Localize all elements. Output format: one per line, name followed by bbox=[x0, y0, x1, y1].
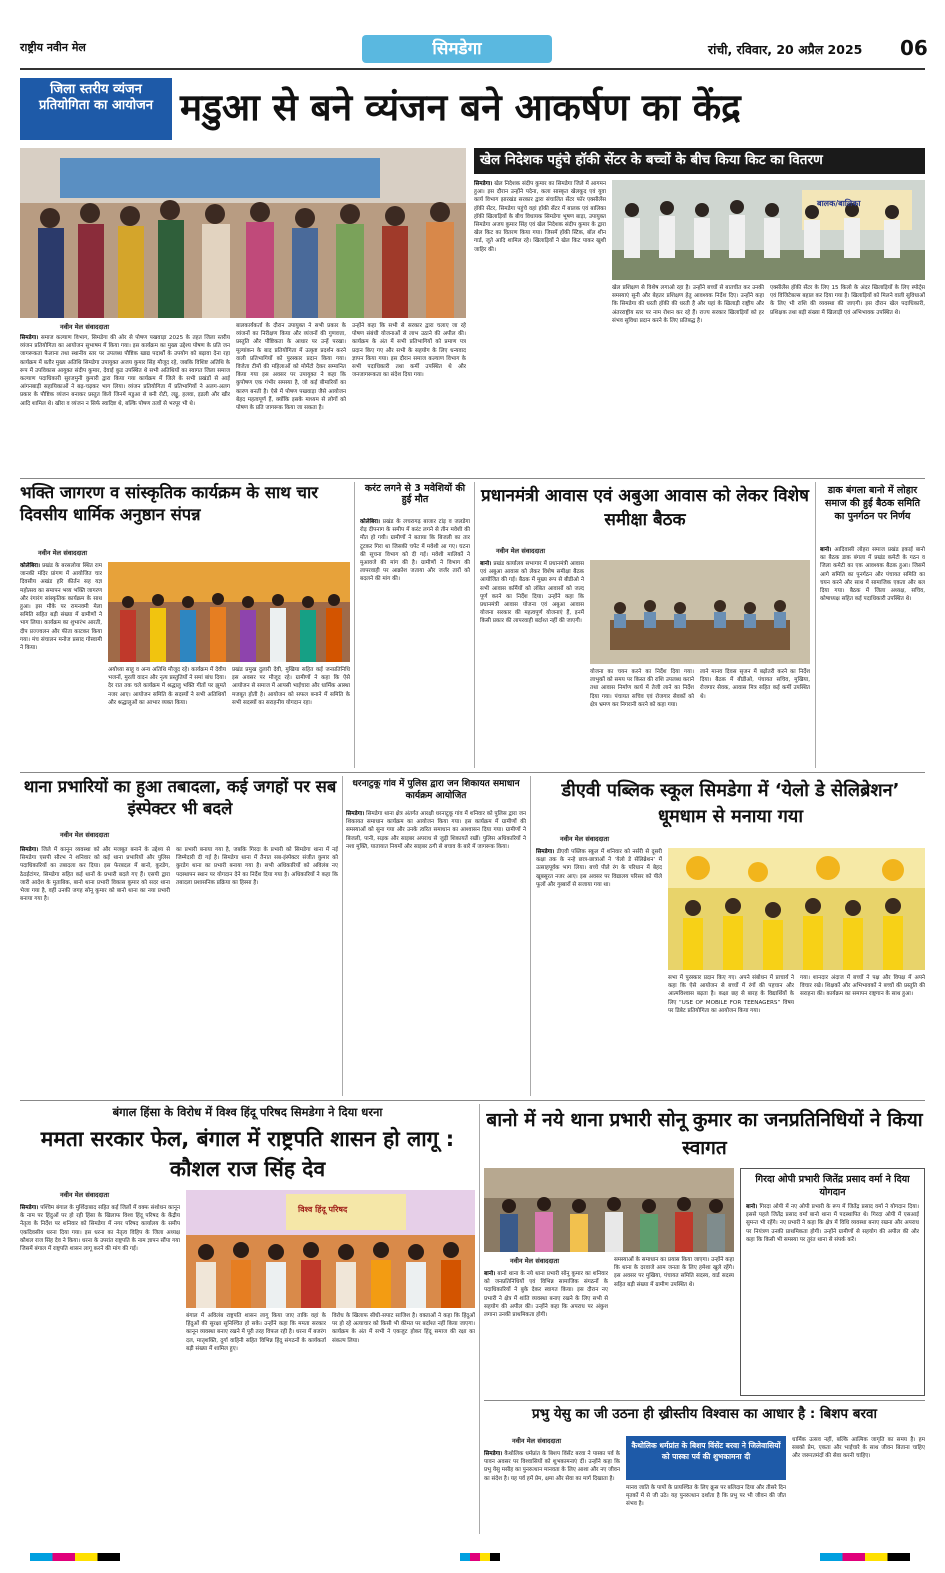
dav-body2-text: सभा में पुरस्कार प्रदान किए गए। अपने संबोधन में प्राचार्य ने कहा कि ऐसे आयोजन से बच्चों में रंगों की पहचान और आत्मविश्वास बढ़ता है। कक्षा छह से बारह के विद्यार्थियों के लिए “USE OF MOBILE FOR TEENAGERS” विषय पर डिबेट प्रतियोगिता का आयोजन किया गया। bbox=[668, 975, 794, 1014]
girdaa-box bbox=[740, 1168, 925, 1396]
hockey-photo bbox=[612, 180, 925, 280]
bano-body-2 bbox=[614, 1256, 734, 1396]
awas-headline: प्रधानमंत्री आवास एवं अबुआ आवास को लेकर विशेष समीक्षा बैठक bbox=[481, 486, 809, 530]
bishop-body2-text: मानव जाति के पापों के प्रायश्चित के लिए क्रूस पर बलिदान दिया और तीसरे दिन मृतकों में से जी उठे। यह पुनरुत्थान दर्शाता है कि प्रभु पर भी जीवन की जीत संभव है। bbox=[626, 1485, 786, 1508]
girdaa-headline: गिरदा ओपी प्रभारी जितेंद्र प्रसाद वर्मा ने दिया योगदान bbox=[755, 1174, 910, 1198]
awas-photo-image bbox=[590, 560, 810, 664]
bhakti-photo bbox=[108, 562, 350, 662]
hockey-body2-text: खेल प्रशिक्षण से विशेष लगाओ रहा है। उन्होंने बच्चों से बातचीत कर उनकी समस्याएं सुनी और बेहतर प्रशिक्षण हेतु आवश्यक निर्देश दिए। उन्होंने कहा कि सिमडेगा की धरती हॉकी की धरती है और यहां के खिलाड़ी राष्ट्रीय और अंतरराष्ट्रीय स्तर पर नाम रोशन कर रहे हैं। राज्य सरकार खिलाड़ियों को हर संभव सुविधा प्रदान करने के लिए प्रतिबद्ध है। bbox=[612, 285, 764, 324]
awas-body3-text: लाने मानव दिवस सृजन में बढ़ोतरी करने का निर्देश दिया। बैठक में बीडीओ, पंचायत सचिव, मुखिया, रोजगार सेवक, आवास मित्र सहित कई कर्मी उपस्थित थे। bbox=[700, 669, 810, 700]
hockey-body-1 bbox=[474, 180, 606, 474]
awas-body-3 bbox=[700, 668, 810, 768]
top-byline: नवीन मेल संवाददाता bbox=[60, 323, 109, 331]
hockey-body-3 bbox=[770, 284, 925, 474]
bano-body-1 bbox=[484, 1270, 608, 1396]
bano-body-text: बानो थाना के नये थाना प्रभारी सोनू कुमार का शनिवार को जनप्रतिनिधियों एवं विभिन्न सामाजिक संगठनों के पदाधिकारियों ने बुके देकर स्वागत किया। इस दौरान नए प्रभारी ने क्षेत्र में शांति व्यवस्था बनाए रखने के लिए सभी से सहयोग की अपील की। उन्होंने कहा कि अपराध पर अंकुश लगाना उनकी प्राथमिकता होगी। bbox=[484, 1271, 608, 1319]
bishop-byline: नवीन मेल संवाददाता bbox=[512, 1437, 561, 1445]
divider-3 bbox=[20, 1100, 925, 1101]
thana-body-text: जिले में कानून व्यवस्था को और मजबूत बनाने के उद्देश्य से सिमडेगा एसपी सौरभ ने शनिवार को कई थाना प्रभारियों और पुलिस पदाधिकारियों का तबादला कर दिया। इस फेरबदल में बानो, कुरडेग, ठेठईटांगर, सिमडेगा सहित कई थानों के प्रभारी बदले गए हैं। एसपी द्वारा जारी आदेश के मुताबिक, बानो थाना प्रभारी विकास कुमार को सदर थाना भेजा गया है, वहीं उनकी जगह सोनू कुमार को बानो थाना का नया प्रभारी बनाया गया है। bbox=[20, 847, 170, 903]
bano-body2-text: समस्याओं के समाधान का प्रयास किया जाएगा। उन्होंने कहा कि थाना के दरवाजे आम जनता के लिए हमेशा खुले रहेंगे। इस अवसर पर मुखिया, पंचायत समिति सदस्य, वार्ड सदस्य सहित बड़ी संख्या में ग्रामीण उपस्थित थे। bbox=[614, 1257, 734, 1288]
dav-photo bbox=[668, 848, 925, 970]
bishop-body3-text: धार्मिक उत्सव नहीं, बल्कि आत्मिक जागृति का समय है। हम सबको प्रेम, एकता और भाईचारे के साथ जीवन बिताना चाहिए और जरूरतमंदों की सेवा करनी चाहिए। bbox=[792, 1437, 925, 1460]
divider-1 bbox=[20, 478, 925, 479]
section-name: सिमडेगा bbox=[432, 39, 482, 59]
hockey-body-text: खेल निदेशक संदीप कुमार का सिमडेगा जिले में आगमन हुआ। इस दौरान उन्होंने पदेना, कला सास्कृत खेलकूद एवं युवा कार्य विभाग झारखंड सरकार द्वारा संचालित सेंटर फॉर एक्सीलेंस हॉकी सेंटर, सिमडेगा पहुंचे वहां हॉकी सेंटर में बालक एवं बालिका हॉकी खिलाड़ियों के बीच विधायक सिमडेगा भूषण बाड़ा, उपायुक्त सिमडेगा अजय कुमार सिंह एवं खेल निदेशक संदीप कुमार के द्वारा खेल किट का वितरण किया गया। जिसमें हॉकी स्टिक, बॉल शीन गार्ड, जूते आदि शामिल रहे। खिलाड़ियों ने खेल किट पाकर खुशी जाहिर की। bbox=[474, 181, 606, 253]
dav-body-3 bbox=[800, 974, 925, 1096]
bengal-body2-text: बंगाल में अविलंब राष्ट्रपति शासन लागू किया जाए ताकि वहां के हिंदुओं की सुरक्षा सुनिश्चित हो सके। उन्होंने कहा कि ममता सरकार कानून व्यवस्था बनाए रखने में पूरी तरह विफल रही है। धरना में बजरंग दल, मातृशक्ति, दुर्गा वाहिनी सहित विभिन्न हिंदू संगठनों के कार्यकर्ता बड़ी संख्या में शामिल हुए। bbox=[186, 1313, 326, 1352]
dav-body-2 bbox=[668, 974, 794, 1096]
vdivider-awas bbox=[815, 482, 816, 768]
bhakti-body-2 bbox=[108, 666, 226, 768]
top-photo bbox=[20, 148, 466, 318]
bishop-body-text: कैथोलिक धर्मप्रांत के बिशप विंसेंट बरवा ने पास्का पर्व के पावन अवसर पर विश्वासियों को शुभकामनाएं दीं। उन्होंने कहा कि प्रभु येसु मसीह का पुनरुत्थान मानवता के लिए आशा और नए जीवन का संदेश है। यह पर्व हमें प्रेम, क्षमा और सेवा का मार्ग दिखाता है। bbox=[484, 1451, 620, 1482]
hockey-body3-text: एक्सीलेंस हॉकी सेंटर के लिए 15 किलो के अंदर खिलाड़ियों के लिए स्पोर्ट्स एवं विजिटेबल्स बहाल कर दिया गया है। खिलाड़ियों को मिलने वाली सुविधाओं के लिए भी राशि की व्यवस्था की जाएगी। इस दौरान खेल पदाधिकारी, प्रशिक्षक तथा बड़ी संख्या में खिलाड़ी एवं अभिभावक उपस्थित थे। bbox=[770, 285, 925, 316]
bengal-body-1 bbox=[20, 1204, 180, 1534]
top-body-2 bbox=[236, 322, 346, 474]
bano-byline: नवीन मेल संवाददाता bbox=[510, 1257, 559, 1265]
bhakti-body-text: प्रखंड के बरसलोया स्थित राम जानकी मंदिर प्रांगण में आयोजित चार दिवसीय अखंड हरि कीर्तन सह यज्ञ महोत्सव का समापन भव्य भक्ति जागरण और रंगारंग सांस्कृतिक कार्यक्रम के साथ हुआ। इस मौके पर रामनवमी मेला समिति सहित बड़ी संख्या में ग्रामीणों ने भाग लिया। कार्यक्रम का शुभारंभ आरती, दीप प्रज्ज्वलन और फीता काटकर किया गया। मंच संचालन मनोज प्रसाद गोस्वामी ने किया। bbox=[20, 563, 102, 652]
awas-byline: नवीन मेल संवाददाता bbox=[496, 547, 545, 555]
girdaa-body-text: गिरदा ओपी में नए ओपी प्रभारी के रूप में जितेंद्र प्रसाद वर्मा ने योगदान दिया। इससे पहले जितेंद्र प्रसाद वर्मा बानो थाना में पदस्थापित थे। गिरदा ओपी में एसआई सुमन्त भी रहेंगे। नए प्रभारी ने कहा कि क्षेत्र में विधि व्यवस्था बनाए रखना और अपराध पर नियंत्रण उनकी प्राथमिकता होगी। उन्होंने ग्रामीणों से सहयोग की अपील की और कहा कि किसी भी समस्या पर तुरंत थाना से संपर्क करें। bbox=[746, 1204, 919, 1243]
kicker-text: जिला स्तरीय व्यंजन प्रतियोगिता का आयोजन bbox=[38, 82, 153, 114]
bishop-body-2 bbox=[626, 1484, 786, 1536]
bano-photo bbox=[484, 1168, 734, 1252]
bhakti-dateline: कोलेबिरा। bbox=[20, 563, 41, 569]
awas-body-text: प्रखंड कार्यालय सभागार में प्रधानमंत्री आवास एवं अबुआ आवास को लेकर विशेष समीक्षा बैठक आयोजित की गई। बैठक में मुख्य रूप से बीडीओ ने सभी आवास कर्मियों को लंबित आवासों को जल्द पूर्ण करने का निर्देश दिया। उन्होंने कहा कि प्रधानमंत्री आवास योजना एवं अबुआ आवास योजना सरकार की महत्वपूर्ण योजनाएं हैं, इनमें किसी प्रकार की लापरवाही बर्दाश्त नहीं की जाएगी। bbox=[480, 561, 584, 625]
top-body3-text: उन्होंने कहा कि सभी से सरकार द्वारा चलाए जा रहे पोषण संबंधी योजनाओं से लाभ उठाने की अपील की। कार्यक्रम के अंत में सभी प्रतिभागियों को प्रमाण पत्र प्रदान किए गए और सभी के सहयोग के लिए धन्यवाद ज्ञापन किया गया। इस दौरान समाज कल्याण विभाग के सभी पदाधिकारी तथा कर्मी उपस्थित थे और जनजागरूकता का संदेश दिया गया। bbox=[352, 323, 466, 379]
vdivider-thana bbox=[342, 776, 343, 1096]
bhakti-body2-text: अयोध्या साहू व अन्य अतिथि मौजूद रहे। कार्यक्रम में देवीय भजनों, मुरली वादन और नृत्य प्रस्तुतियों ने समां बांध दिया। देर रात तक चले कार्यक्रम में श्रद्धालु भक्ति गीतों पर झूमते नजर आए। आयोजन समिति के सदस्यों ने सभी अतिथियों और श्रद्धालुओं का आभार व्यक्त किया। bbox=[108, 667, 226, 706]
bano-headline: बानो में नये थाना प्रभारी सोनू कुमार का जनप्रतिनिधियों ने किया स्वागत bbox=[486, 1109, 923, 1159]
thana-byline: नवीन मेल संवाददाता bbox=[60, 831, 109, 839]
dakbangla-body-text: आदिवासी लोहरा समाज प्रखंड इकाई बानो का बैठक डाक बंगला में प्रखंड कमेटी के गठन व जिला कमेटी का एक आवश्यक बैठक हुआ। जिसमें आगे समिति का पुनर्गठन और पंचायत समिति का चयन करने और साथ में सामाजिक एकता और बल दिया गया। बैठक में जिला अध्यक्ष, सचिव, कोषाध्यक्ष सहित कई पदाधिकारी उपस्थित थे। bbox=[820, 547, 925, 603]
bengal-body-text: पश्चिम बंगाल के मुर्शिदाबाद सहित कई जिलों में वक्फ संशोधन कानून के नाम पर हिंदुओं पर हो रही हिंसा के खिलाफ विश्व हिंदू परिषद के केंद्रीय नेतृत्व के निर्देश पर शनिवार को सिमडेगा में नगर परिषद कार्यालय के समीप एकदिवसीय धरना दिया गया। इस धरना का नेतृत्व विहिप के जिला अध्यक्ष कौशल राज सिंह देव ने किया। धरना के उपरांत राष्ट्रपति के नाम ज्ञापन सौंपा गया जिसमें बंगाल में राष्ट्रपति शासन लागू करने की मांग की गई। bbox=[20, 1205, 180, 1253]
bengal-body-3 bbox=[332, 1312, 475, 1534]
kicker-box bbox=[20, 78, 172, 140]
hockey-body-2 bbox=[612, 284, 764, 474]
bano-photo-image bbox=[484, 1168, 734, 1252]
registration-marks bbox=[20, 1550, 925, 1564]
masthead bbox=[20, 34, 928, 66]
dav-byline: नवीन मेल संवाददाता bbox=[560, 835, 609, 843]
bengal-dateline: सिमडेगा। bbox=[20, 1205, 39, 1211]
bano-dateline: बानो। bbox=[484, 1271, 496, 1277]
page-number: 06 bbox=[900, 36, 928, 60]
girdaa-body bbox=[746, 1203, 919, 1379]
bhakti-body-1 bbox=[20, 562, 102, 768]
thana-dateline: सिमडेगा। bbox=[20, 847, 39, 853]
cmyk-strip-left bbox=[30, 1553, 120, 1561]
gharatand-body-text: सिमडेगा थाना क्षेत्र अंतर्गत आरक्षी धरनाटुकू गांव में शनिवार को पुलिस द्वारा जन शिकायत समाधान कार्यक्रम का आयोजन किया गया। इस कार्यक्रम में ग्रामीणों की समस्याओं को सुना गया और उनके त्वरित समाधान का आश्वासन दिया गया। ग्रामीणों ने बिजली, पानी, सड़क और साइबर अपराध से जुड़ी शिकायतें रखीं। पुलिस अधिकारियों ने नशा मुक्ति, यातायात नियमों और साइबर ठगी से बचाव के बारे में जागरूक किया। bbox=[346, 811, 526, 850]
current-body bbox=[360, 518, 470, 768]
cmyk-dots-center bbox=[460, 1553, 500, 1561]
girdaa-dateline: बानो। bbox=[746, 1204, 758, 1210]
vdivider-current bbox=[474, 482, 475, 768]
top-photo-image bbox=[20, 148, 466, 318]
hockey-photo-image bbox=[612, 180, 925, 280]
dav-body3-text: गया। शानदार अंदाज में बच्चों ने पक्ष और विपक्ष में अपने विचार रखे। शिक्षकों और अभिभावकों ने बच्चों की प्रस्तुति की सराहना की। कार्यक्रम का समापन राष्ट्रगान के साथ हुआ। bbox=[800, 975, 925, 998]
bengal-byline: नवीन मेल संवाददाता bbox=[60, 1191, 109, 1199]
bengal-body-2 bbox=[186, 1312, 326, 1534]
bengal-photo bbox=[186, 1190, 475, 1308]
dakbangla-headline: डाक बंगला बानो में लोहार समाज की हुई बैठक समिति का पुनर्गठन पर निर्णय bbox=[825, 485, 920, 522]
bishop-box-text: कैथोलिक धर्मप्रांत के बिशप विंसेंट बरवा ने जिलेवासियों को पास्का पर्व की शुभकामना दी bbox=[631, 1441, 781, 1461]
masthead-rule bbox=[20, 68, 925, 70]
awas-photo bbox=[590, 560, 810, 664]
divider-4 bbox=[484, 1400, 925, 1401]
bhakti-body3-text: प्रखंड प्रमुख दुलारी देवी, मुखिया सहित कई जनप्रतिनिधि इस अवसर पर मौजूद रहे। ग्रामीणों ने कहा कि ऐसे आयोजन से समाज में आपसी भाईचारा और धार्मिक आस्था मजबूत होती है। आयोजन को सफल बनाने में समिति के सभी सदस्यों का सराहनीय योगदान रहा। bbox=[232, 667, 350, 706]
top-body2-text: बालकार्यकर्ता के दौरान उपायुक्त ने सभी प्रकार के व्यंजनों का निरीक्षण किया और व्यंजनों की गुणवत्ता, प्रस्तुति और पौष्टिकता के आधार पर उन्हें परखा। मूल्यांकन के बाद प्रतियोगिता में उत्कृष्ट प्रदर्शन करने वाली प्रतिभागियों को पुरस्कार प्रदान किया गया। विजेता टीमों की महिलाओं को मोमेंटो देकर सम्मानित किया गया इस अवसर पर उपायुक्त ने कहा कि कुपोषण एक गंभीर समस्या है, जो कई बीमारियों का कारण बनती है। ऐसे में पोषण पखवाड़ा जैसे आयोजन बेहद महत्वपूर्ण हैं, क्योंकि इसके माध्यम से लोगों को पोषण के प्रति जागरूक किया जा सकता है। bbox=[236, 323, 346, 412]
bhakti-body-3 bbox=[232, 666, 350, 768]
bengal-kicker: बंगाल हिंसा के विरोध में विश्व हिंदू परिषद सिमडेगा ने दिया धरना bbox=[112, 1105, 383, 1119]
dav-photo-image bbox=[668, 848, 925, 970]
bengal-photo-banner: विश्व हिंदू परिषद bbox=[298, 1205, 348, 1214]
dav-body-text: डीएवी पब्लिक स्कूल में शनिवार को नर्सरी से दूसरी कक्षा तक के नन्हे छात्र-छात्राओं ने ‘येलो डे सेलिब्रेशन’ में उत्साहपूर्वक भाग लिया। बच्चे पीले रंग के परिधान में बेहद खूबसूरत नजर आए। इस अवसर पर विद्यालय परिसर को पीले फूलों और गुब्बारों से सजाया गया था। bbox=[536, 849, 662, 888]
cmyk-strip-right bbox=[820, 1553, 910, 1561]
bishop-box bbox=[626, 1436, 786, 1480]
vdivider-gharatand bbox=[530, 776, 531, 1096]
current-body-text: प्रखंड के लचरागढ़ बाजार टांड़ व जलडेगा रोड़ दीपनाग के समीप में करंट लगने से तीन मवेशी की मौत हो गयी। ग्रामीणों ने बताया कि बिजली का तार टूटकर गिरा था जिसकी चपेट में मवेशी आ गए। घटना की सूचना विभाग को दी गई। मवेशी मालिकों ने मुआवजे की मांग की है। ग्रामीणों ने विभाग की लापरवाही पर आक्रोश जताया और जर्जर तारों को बदलने की मांग की। bbox=[360, 519, 470, 583]
awas-body-2 bbox=[590, 668, 694, 768]
dav-body-1 bbox=[536, 848, 662, 1096]
awas-body-1 bbox=[480, 560, 584, 768]
bhakti-photo-image bbox=[108, 562, 350, 662]
dateline: रांची, रविवार, 20 अप्रैल 2025 bbox=[708, 42, 863, 57]
thana-body2-text: का प्रभारी बनाया गया है, जबकि गिरदा के प्रभारी को सिमडेगा थाना में नई जिम्मेदारी दी गई है। सिमडेगा थाना में तैनात सब-इंस्पेक्टर संजीत कुमार को कुरडेग थाना का प्रभारी बनाया गया है। सभी अधिकारियों को अविलंब नए पदस्थापन स्थान पर योगदान देने का निर्देश दिया गया है। अधिकारियों ने कहा कि तबादला प्रशासनिक प्रक्रिया का हिस्सा है। bbox=[176, 847, 338, 886]
awas-dateline: बानो। bbox=[480, 561, 492, 567]
top-body-3 bbox=[352, 322, 466, 474]
bishop-headline: प्रभु येसु का जी उठना ही ख्रीस्तीय विश्वास का आधार है : बिशप बरवा bbox=[531, 1406, 878, 1422]
top-body-1 bbox=[20, 334, 230, 474]
awas-body2-text: योजना का चयन करने का निर्देश दिया गया। लाभुकों को समय पर किस्त की राशि उपलब्ध कराने तथा आवास निर्माण कार्य में तेजी लाने का निर्देश दिया गया। पंचायत सचिव एवं रोजगार सेवकों को क्षेत्र भ्रमण कर निगरानी करने को कहा गया। bbox=[590, 669, 694, 708]
vdivider-bengal bbox=[479, 1104, 480, 1534]
top-body-text: समाज कल्याण विभाग, सिमडेगा की ओर से पोषण पखवाड़ा 2025 के तहत जिला स्तरीय व्यंजन प्रतियोगिता का आयोजन सुभाषम में किया गया। इस कार्यक्रम का मुख्य उद्देश्य पोषण के प्रति जन जागरूकता फैलाना तथा स्थानीय स्तर पर उपलब्ध पौष्टिक खाद्य पदार्थों के उपयोग को बढ़ावा देना रहा कार्यक्रम में बतौर मुख्य अतिथि सिमडेगा उपायुक्त अजय कुमार सिंह मौजूद रहे, जबकि विशिष्ट अतिथि के रूप में उपविकास आयुक्त संदीप कुमार, देवाई कुड उपस्थित थे सभी अतिथियों का स्वागत जिला समाज कल्याण पदाधिकारी सुरजमुनी कुमारी द्वारा किया गया कार्यक्रम में जिले के सभी प्रखंडों से आई आंगनबाड़ी सहायिकाओं ने बढ़-चढ़कर भाग लिया। व्यंजन प्रतियोगिता में प्रतिभागियों ने अलग-अलग प्रकार के पौष्टिक व्यंजन बनाकर प्रस्तुत किये जिनमें मडुआ से बनी रोटी, लड्डू, हलवा, इडली और खीर आदि शामिल थे। खीरा व व्यंजन न सिर्फ स्वादिष्ट थे, बल्कि पोषण तत्वों से भरपूर भी थे। bbox=[20, 335, 230, 407]
section-tab bbox=[362, 35, 552, 63]
paper-logo bbox=[20, 40, 86, 55]
vdivider-bhakti bbox=[354, 482, 355, 768]
current-headline: करंट लगने से 3 मवेशियों की हुई मौत bbox=[364, 483, 466, 505]
thana-body-1 bbox=[20, 846, 170, 1096]
top-dateline: सिमडेगा। bbox=[20, 335, 39, 341]
dav-headline: डीएवी पब्लिक स्कूल सिमडेगा में ‘येलो डे सेलिब्रेशन’ धूमधाम से मनाया गया bbox=[561, 780, 900, 827]
gharatand-body bbox=[346, 810, 526, 1096]
bishop-dateline: सिमडेगा। bbox=[484, 1451, 503, 1457]
paper-name: राष्ट्रीय नवीन मेल bbox=[20, 41, 86, 54]
bhakti-byline: नवीन मेल संवाददाता bbox=[38, 549, 87, 557]
thana-headline: थाना प्रभारियों का हुआ तबादला, कई जगहों पर सब इंस्पेक्टर भी बदले bbox=[23, 777, 337, 818]
divider-2 bbox=[20, 772, 925, 773]
dakbangla-dateline: बानो। bbox=[820, 547, 832, 553]
hockey-headline: खेल निदेशक पहुंचे हॉकी सेंटर के बच्चों के बीच किया किट का वितरण bbox=[480, 152, 823, 168]
hockey-headline-bar bbox=[474, 148, 925, 174]
bishop-body-1 bbox=[484, 1450, 620, 1536]
gharatand-dateline: सिमडेगा। bbox=[346, 811, 365, 817]
gharatand-headline: धरनाटुकू गांव में पुलिस द्वारा जन शिकायत समाधान कार्यक्रम आयोजित bbox=[352, 779, 520, 801]
dav-dateline: सिमडेगा। bbox=[536, 849, 555, 855]
hockey-dateline: सिमडेगा। bbox=[474, 181, 493, 187]
thana-body-2 bbox=[176, 846, 338, 1096]
top-headline: मडुआ से बने व्यंजन बने आकर्षण का केंद्र bbox=[180, 86, 741, 129]
bengal-body3-text: विरोध के खिलाफ सीधी-सपाट साजिश है। वक्ताओं ने कहा कि हिंदुओं पर हो रहे अत्याचार को किसी भी कीमत पर बर्दाश्त नहीं किया जाएगा। कार्यक्रम के अंत में सभी ने एकजुट होकर हिंदू समाज की रक्षा का संकल्प लिया। bbox=[332, 1313, 475, 1344]
dakbangla-body bbox=[820, 546, 925, 768]
current-dateline: कोलेबिरा। bbox=[360, 519, 381, 525]
bhakti-headline: भक्ति जागरण व सांस्कृतिक कार्यक्रम के साथ चार दिवसीय धार्मिक अनुष्ठान संपन्न bbox=[20, 483, 319, 524]
hockey-photo-banner: बालक/बालिका bbox=[817, 199, 861, 208]
bengal-headline: ममता सरकार फेल, बंगाल में राष्ट्रपति शासन हो लागू : कौशल राज सिंह देव bbox=[40, 1127, 455, 1181]
bishop-body-3 bbox=[792, 1436, 925, 1536]
